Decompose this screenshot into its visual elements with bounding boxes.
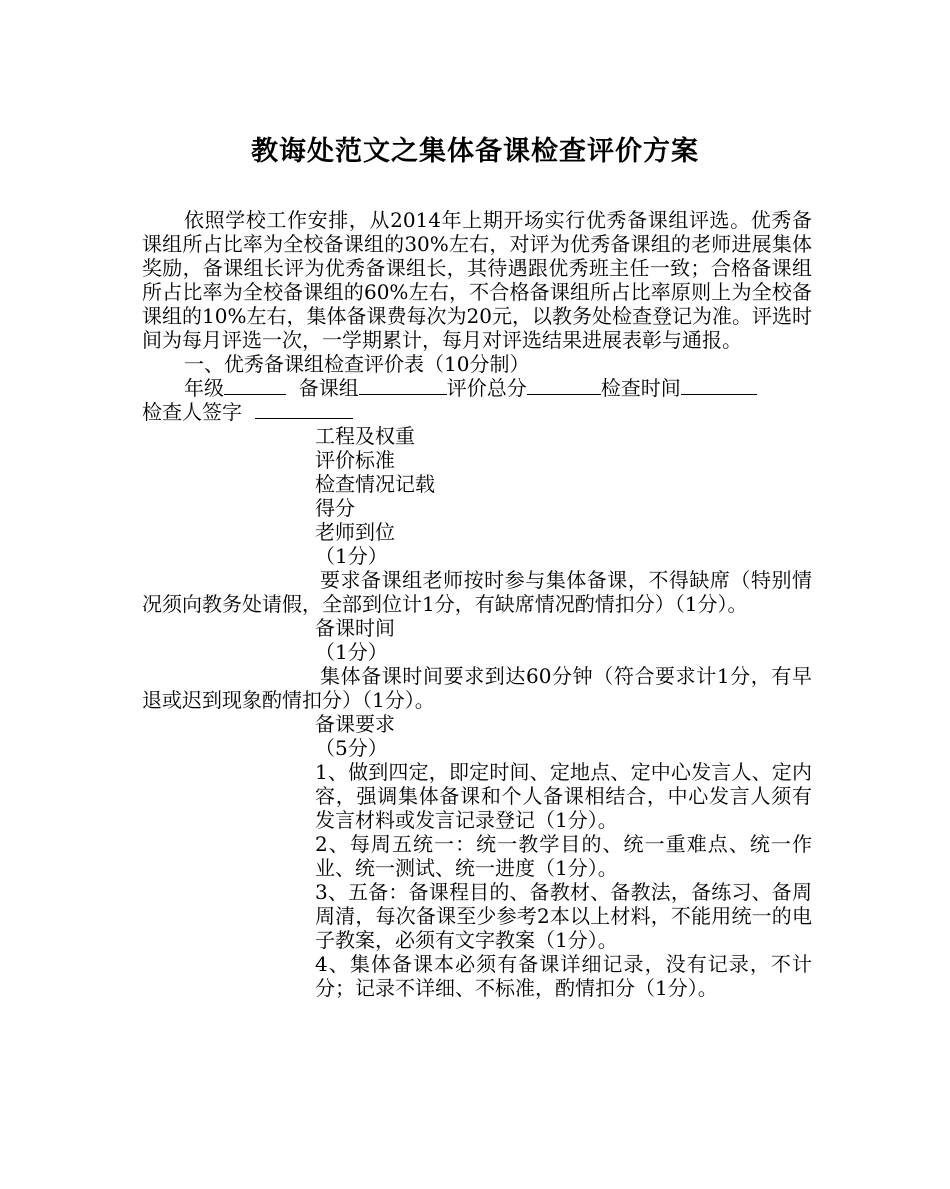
table-header: 得分: [315, 496, 355, 520]
item-weight: （5分）: [315, 736, 388, 760]
item-criteria: 集体备课时间要求到达60分钟（符合要求计1分，有早退或迟到现象酌情扣分）（1分）。: [142, 664, 812, 712]
section-heading: 一、优秀备课组检查评价表（10分制）: [184, 352, 530, 376]
signer-blank: [255, 400, 353, 419]
table-header: 检查情况记载: [315, 472, 435, 496]
form-line: [142, 376, 812, 400]
total-label: 评价总分: [446, 376, 527, 400]
item-name: 备课要求: [315, 712, 395, 736]
time-label: 检查时间: [600, 376, 681, 400]
item-criteria: 要求备课组老师按时参与集体备课，不得缺席（特别情况须向教务处请假，全部到位计1分，有缺席情况酌情扣分）（1分）。: [142, 568, 812, 616]
table-header: 工程及权重: [315, 424, 415, 448]
item-name: 老师到位: [315, 520, 395, 544]
item-name: 备课时间: [315, 616, 395, 640]
time-blank: [681, 376, 757, 395]
item-weight: （1分）: [315, 544, 388, 568]
signer-line: [142, 400, 812, 424]
intro-paragraph: 依照学校工作安排，从2014年上期开场实行优秀备课组评选。优秀备课组所占比率为全校备课组的30%左右，对评为优秀备课组的老师进展集体奖励，备课组长评为优秀备课组长，其待遇跟优秀班主任一致；合格备课组所占比率为全校备课组的60%左右，不合格备课组所占比率原则上为全校备课组的10%左右，集体备课费每次为20元，以教务处检查登记为准。评选时间为每月评选一次，一学期累计，每月对评选结果进展表彰与通报。: [142, 208, 812, 352]
sub-criterion: 1、做到四定，即定时间、定地点、定中心发言人、定内容，强调集体备课和个人备课相结合，中心发言人须有发言材料或发言记录登记（1分）。: [315, 760, 812, 832]
grade-label: 年级: [184, 376, 224, 400]
sub-criterion: 3、五备：备课程目的、备教材、备教法，备练习、备周周清，每次备课至少参考2本以上材料，不能用统一的电子教案，必须有文字教案（1分）。: [315, 880, 812, 952]
table-header: 评价标准: [315, 448, 395, 472]
total-blank: [527, 376, 601, 395]
signer-label: 检查人签字: [142, 400, 242, 424]
sub-criterion: 2、每周五统一：统一教学目的、统一重难点、统一作业、统一测试、统一进度（1分）。: [315, 832, 812, 880]
grade-blank: [224, 376, 286, 395]
page-title: 教诲处范文之集体备课检查评价方案: [251, 136, 699, 167]
group-blank: [359, 376, 447, 395]
sub-criterion: 4、集体备课本必须有备课详细记录，没有记录，不计分；记录不详细、不标准，酌情扣分（1分）。: [315, 952, 812, 1000]
group-label: 备课组: [298, 376, 359, 400]
document-body: [142, 208, 812, 1000]
item-weight: （1分）: [315, 640, 388, 664]
